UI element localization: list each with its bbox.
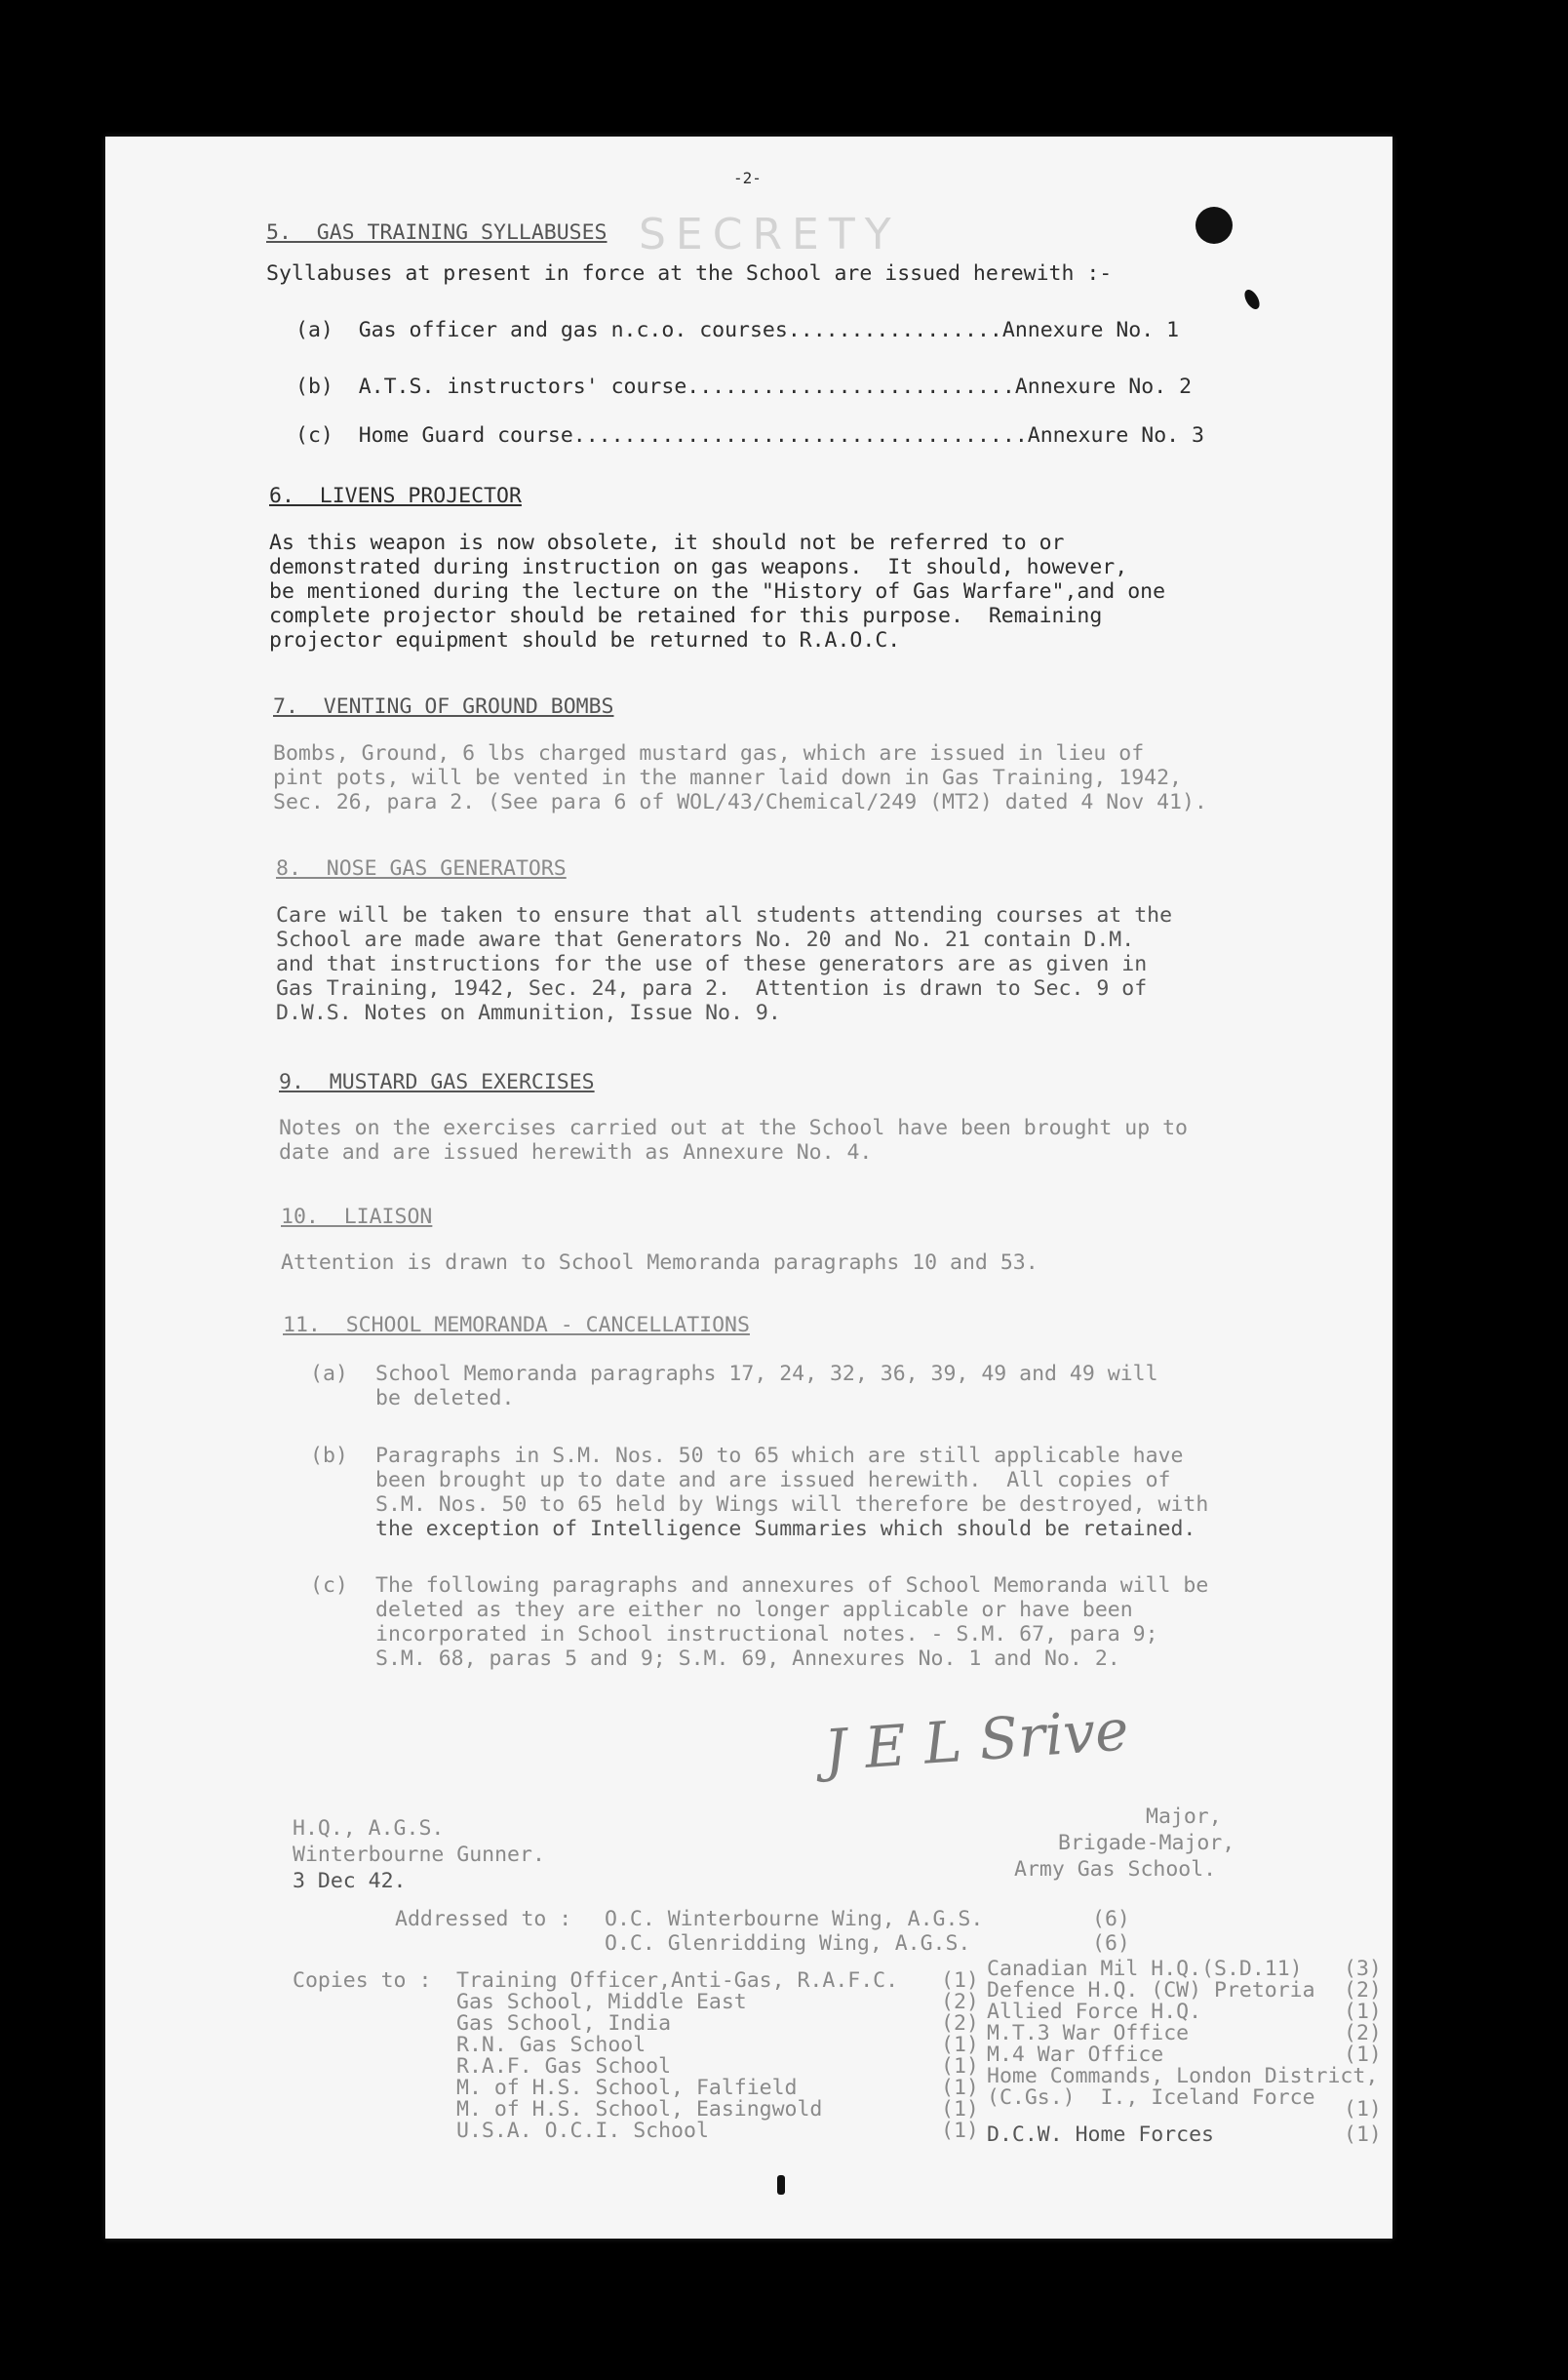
copy-recipient: M.4 War Office <box>987 2043 1164 2067</box>
page-number: -2- <box>733 169 762 187</box>
addressee: O.C. Glenridding Wing, A.G.S. <box>605 1931 971 1956</box>
copy-recipient: R.A.F. Gas School <box>456 2054 672 2079</box>
copy-qty: (1) <box>1344 2122 1382 2147</box>
section-8-line: and that instructions for the use of these generators are as given in <box>276 952 1148 976</box>
section-5-item: (c) Home Guard course....................................Annexure No. 3 <box>295 423 1204 448</box>
copy-recipient: Gas School, Middle East <box>456 1990 747 2014</box>
section-8-line: Care will be taken to ensure that all students attending courses at the <box>276 903 1173 928</box>
copy-recipient: Canadian Mil H.Q.(S.D.11) <box>987 1957 1303 1981</box>
copy-qty: (1) <box>941 1968 979 1993</box>
copy-qty: (1) <box>1344 2097 1382 2122</box>
section-6-line: demonstrated during instruction on gas weapons. It should, however, <box>269 555 1128 579</box>
handwritten-signature: J E L Srive <box>822 1696 1131 1784</box>
section-11-line: The following paragraphs and annexures of School Memoranda will be <box>375 1573 1209 1598</box>
origin-date: 3 Dec 42. <box>293 1869 407 1893</box>
section-11-marker: (a) <box>310 1362 348 1386</box>
copy-recipient: Defence H.Q. (CW) Pretoria <box>987 1978 1315 2003</box>
copy-qty: (1) <box>941 2119 979 2143</box>
section-6-line: complete projector should be retained for this purpose. Remaining <box>269 604 1103 628</box>
section-11-marker: (b) <box>310 1444 348 1468</box>
section-11-line: incorporated in School instructional notes. - S.M. 67, para 9; <box>375 1622 1158 1646</box>
copy-qty: (3) <box>1344 1957 1382 1981</box>
copy-recipient: Home Commands, London District, <box>987 2064 1379 2088</box>
section-7-line: Bombs, Ground, 6 lbs charged mustard gas, which are issued in lieu of <box>273 741 1145 766</box>
copy-qty: (2) <box>1344 2021 1382 2045</box>
copy-qty: (1) <box>941 2054 979 2079</box>
copy-recipient: U.S.A. O.C.I. School <box>456 2119 709 2143</box>
section-9-line: date and are issued herewith as Annexure No. 4. <box>279 1140 873 1165</box>
ink-mark <box>777 2175 785 2195</box>
addressee-qty: (6) <box>1092 1907 1130 1931</box>
section-6-line: be mentioned during the lecture on the "History of Gas Warfare",and one <box>269 579 1166 604</box>
copy-qty: (1) <box>1344 2000 1382 2024</box>
section-11-heading: 11. SCHOOL MEMORANDA - CANCELLATIONS <box>283 1313 750 1337</box>
section-5-item: (b) A.T.S. instructors' course..........................Annexure No. 2 <box>295 375 1193 399</box>
section-11-line: been brought up to date and are issued herewith. All copies of <box>375 1468 1171 1492</box>
origin-place: Winterbourne Gunner. <box>293 1843 545 1867</box>
copy-qty: (2) <box>941 2011 979 2036</box>
copies-label: Copies to : <box>293 1968 432 1993</box>
section-11-line: Paragraphs in S.M. Nos. 50 to 65 which are still applicable have <box>375 1444 1184 1468</box>
section-5-intro: Syllabuses at present in force at the School are issued herewith :- <box>266 261 1113 286</box>
section-11-line: deleted as they are either no longer applicable or have been <box>375 1598 1133 1622</box>
section-7-line: Sec. 26, para 2. (See para 6 of WOL/43/Chemical/249 (MT2) dated 4 Nov 41). <box>273 790 1207 814</box>
section-7-heading: 7. VENTING OF GROUND BOMBS <box>273 694 614 719</box>
copy-recipient: M.T.3 War Office <box>987 2021 1190 2045</box>
section-11-line: School Memoranda paragraphs 17, 24, 32, 36, 39, 49 and 49 will <box>375 1362 1158 1386</box>
section-8-heading: 8. NOSE GAS GENERATORS <box>276 856 567 881</box>
section-10-line: Attention is drawn to School Memoranda paragraphs 10 and 53. <box>281 1250 1039 1275</box>
security-stamp: SECRETY <box>639 210 901 259</box>
section-11-marker: (c) <box>310 1573 348 1598</box>
section-11-line: S.M. Nos. 50 to 65 held by Wings will therefore be destroyed, with <box>375 1492 1209 1517</box>
section-6-line: projector equipment should be returned to R.A.O.C. <box>269 628 901 653</box>
section-9-line: Notes on the exercises carried out at the School have been brought up to <box>279 1116 1188 1140</box>
signatory-unit: Army Gas School. <box>1014 1857 1217 1882</box>
copy-recipient: (C.Gs.) I., Iceland Force <box>987 2085 1315 2110</box>
punch-hole-mark <box>1196 207 1233 244</box>
copy-qty: (1) <box>1344 2043 1382 2067</box>
copy-qty: (1) <box>941 2097 979 2122</box>
copy-recipient: R.N. Gas School <box>456 2033 647 2057</box>
signatory-rank: Major, <box>1146 1805 1222 1829</box>
copy-qty: (1) <box>941 2076 979 2100</box>
section-11-line: the exception of Intelligence Summaries which should be retained. <box>375 1517 1196 1541</box>
section-5-item: (a) Gas officer and gas n.c.o. courses.................Annexure No. 1 <box>295 318 1180 342</box>
section-7-line: pint pots, will be vented in the manner laid down in Gas Training, 1942, <box>273 766 1182 790</box>
copy-recipient: M. of H.S. School, Easingwold <box>456 2097 823 2122</box>
section-5-heading: 5. GAS TRAINING SYLLABUSES <box>266 220 608 245</box>
copy-recipient: Training Officer,Anti-Gas, R.A.F.C. <box>456 1968 899 1993</box>
copy-qty: (2) <box>941 1990 979 2014</box>
section-11-line: be deleted. <box>375 1386 515 1410</box>
addressee: O.C. Winterbourne Wing, A.G.S. <box>605 1907 984 1931</box>
copy-recipient: Gas School, India <box>456 2011 672 2036</box>
section-9-heading: 9. MUSTARD GAS EXERCISES <box>279 1070 595 1094</box>
copy-recipient: D.C.W. Home Forces <box>987 2122 1214 2147</box>
section-6-heading: 6. LIVENS PROJECTOR <box>269 484 522 508</box>
section-6-line: As this weapon is now obsolete, it should not be referred to or <box>269 531 1065 555</box>
section-8-line: School are made aware that Generators No. 20 and No. 21 contain D.M. <box>276 928 1135 952</box>
copy-qty: (1) <box>941 2033 979 2057</box>
origin-hq: H.Q., A.G.S. <box>293 1816 445 1841</box>
copy-qty: (2) <box>1344 1978 1382 2003</box>
addressee-qty: (6) <box>1092 1931 1130 1956</box>
copy-recipient: Allied Force H.Q. <box>987 2000 1202 2024</box>
section-8-line: Gas Training, 1942, Sec. 24, para 2. Attention is drawn to Sec. 9 of <box>276 976 1148 1001</box>
section-8-line: D.W.S. Notes on Ammunition, Issue No. 9. <box>276 1001 781 1025</box>
section-11-line: S.M. 68, paras 5 and 9; S.M. 69, Annexures No. 1 and No. 2. <box>375 1646 1120 1671</box>
section-10-heading: 10. LIAISON <box>281 1205 433 1229</box>
copy-recipient: M. of H.S. School, Falfield <box>456 2076 798 2100</box>
addressed-label: Addressed to : <box>395 1907 572 1931</box>
signatory-title: Brigade-Major, <box>1058 1831 1235 1855</box>
